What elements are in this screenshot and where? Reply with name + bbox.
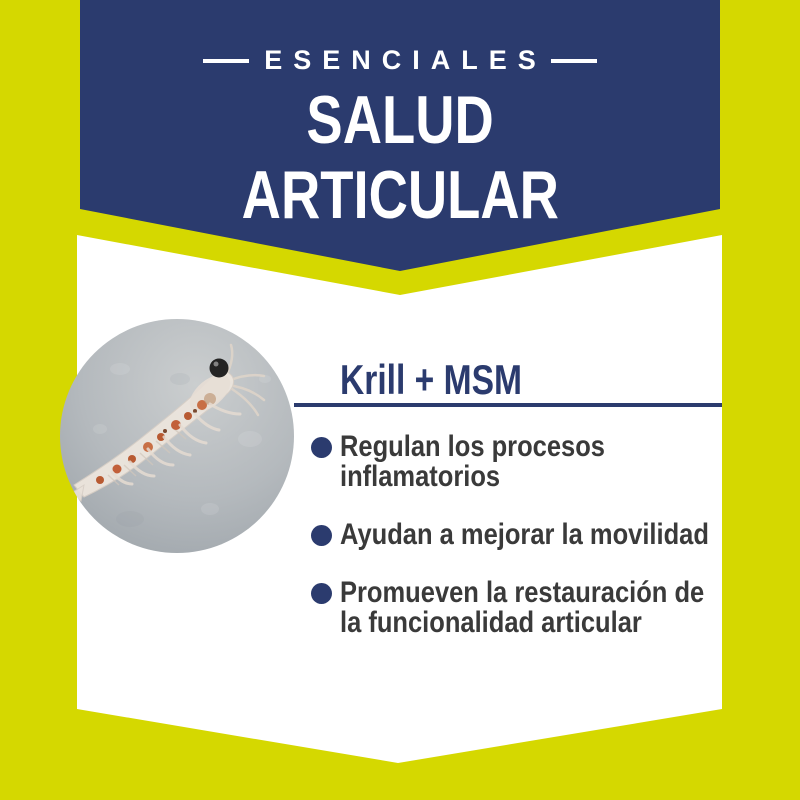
benefits-list (311, 432, 721, 666)
benefit-text: Promueven la restauración de la funcionalidad articular (340, 576, 705, 639)
kicker-dash-left (203, 59, 249, 63)
title-underline (294, 403, 722, 407)
title-line-2: ARTICULAR (241, 157, 559, 233)
page-title (80, 83, 720, 233)
bullet-dot-icon (311, 525, 332, 546)
benefit-item (311, 578, 721, 638)
header-content (80, 0, 720, 233)
benefit-item (311, 432, 721, 492)
kicker-row (80, 45, 720, 76)
benefit-text: Regulan los procesos inflamatorios (340, 430, 605, 493)
kicker-dash-right (551, 59, 597, 63)
benefit-item (311, 520, 721, 550)
krill-photo (60, 319, 294, 553)
krill-eye (210, 359, 229, 378)
benefit-text: Ayudan a mejorar la movilidad (340, 518, 709, 551)
product-name: Krill + MSM (340, 356, 523, 403)
title-line-1: SALUD (306, 82, 494, 158)
bullet-dot-icon (311, 583, 332, 604)
kicker-label: ESENCIALES (264, 45, 547, 75)
krill-illustration (60, 319, 294, 553)
bullet-dot-icon (311, 437, 332, 458)
